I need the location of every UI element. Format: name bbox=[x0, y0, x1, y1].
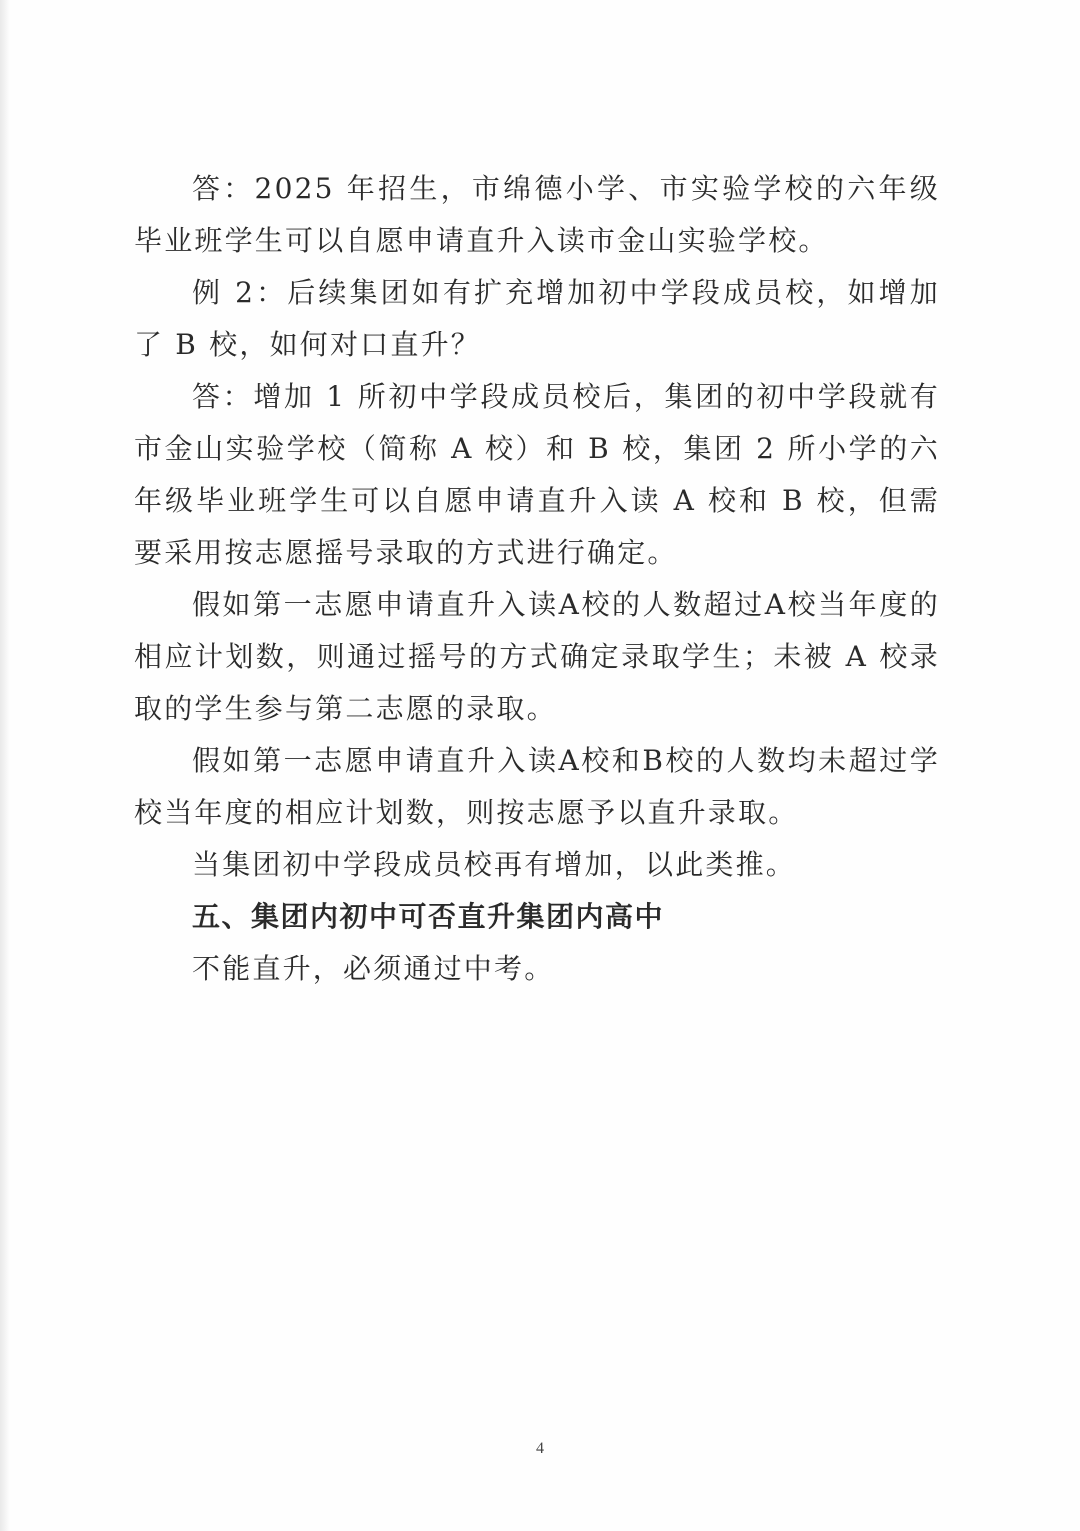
section-5-answer: 不能直升，必须通过中考。 bbox=[192, 952, 555, 985]
section-5-heading: 五、集团内初中可否直升集团内高中 bbox=[192, 900, 665, 933]
first-choice-within-plan-paragraph: 假如第一志愿申请直升入读A校和B校的人数均未超过学校当年度的相应计划数，则按志愿予以直升录取。 bbox=[134, 744, 940, 829]
page-edge-shadow bbox=[0, 0, 10, 1531]
first-choice-exceeds-paragraph: 假如第一志愿申请直升入读A校的人数超过A校当年度的相应计划数，则通过摇号的方式确定录取学生；未被 A 校录取的学生参与第二志愿的录取。 bbox=[134, 588, 940, 725]
answer-paragraph-1: 答：2025 年招生，市绵德小学、市实验学校的六年级毕业班学生可以自愿申请直升入读市金山实验学校。 bbox=[134, 172, 940, 257]
answer-paragraph-2: 答：增加 1 所初中学段成员校后，集团的初中学段就有市金山实验学校（简称 A 校）和 B 校，集团 2 所小学的六年级毕业班学生可以自愿申请直升入读 A 校和 B 校，但需要采用按志愿摇号录取的方式进行确定。 bbox=[134, 380, 940, 569]
document-body bbox=[134, 163, 940, 995]
analogy-paragraph: 当集团初中学段成员校再有增加，以此类推。 bbox=[192, 848, 797, 881]
example-2-question: 例 2：后续集团如有扩充增加初中学段成员校，如增加了 B 校，如何对口直升？ bbox=[134, 276, 940, 361]
page-number: 4 bbox=[536, 1440, 544, 1457]
